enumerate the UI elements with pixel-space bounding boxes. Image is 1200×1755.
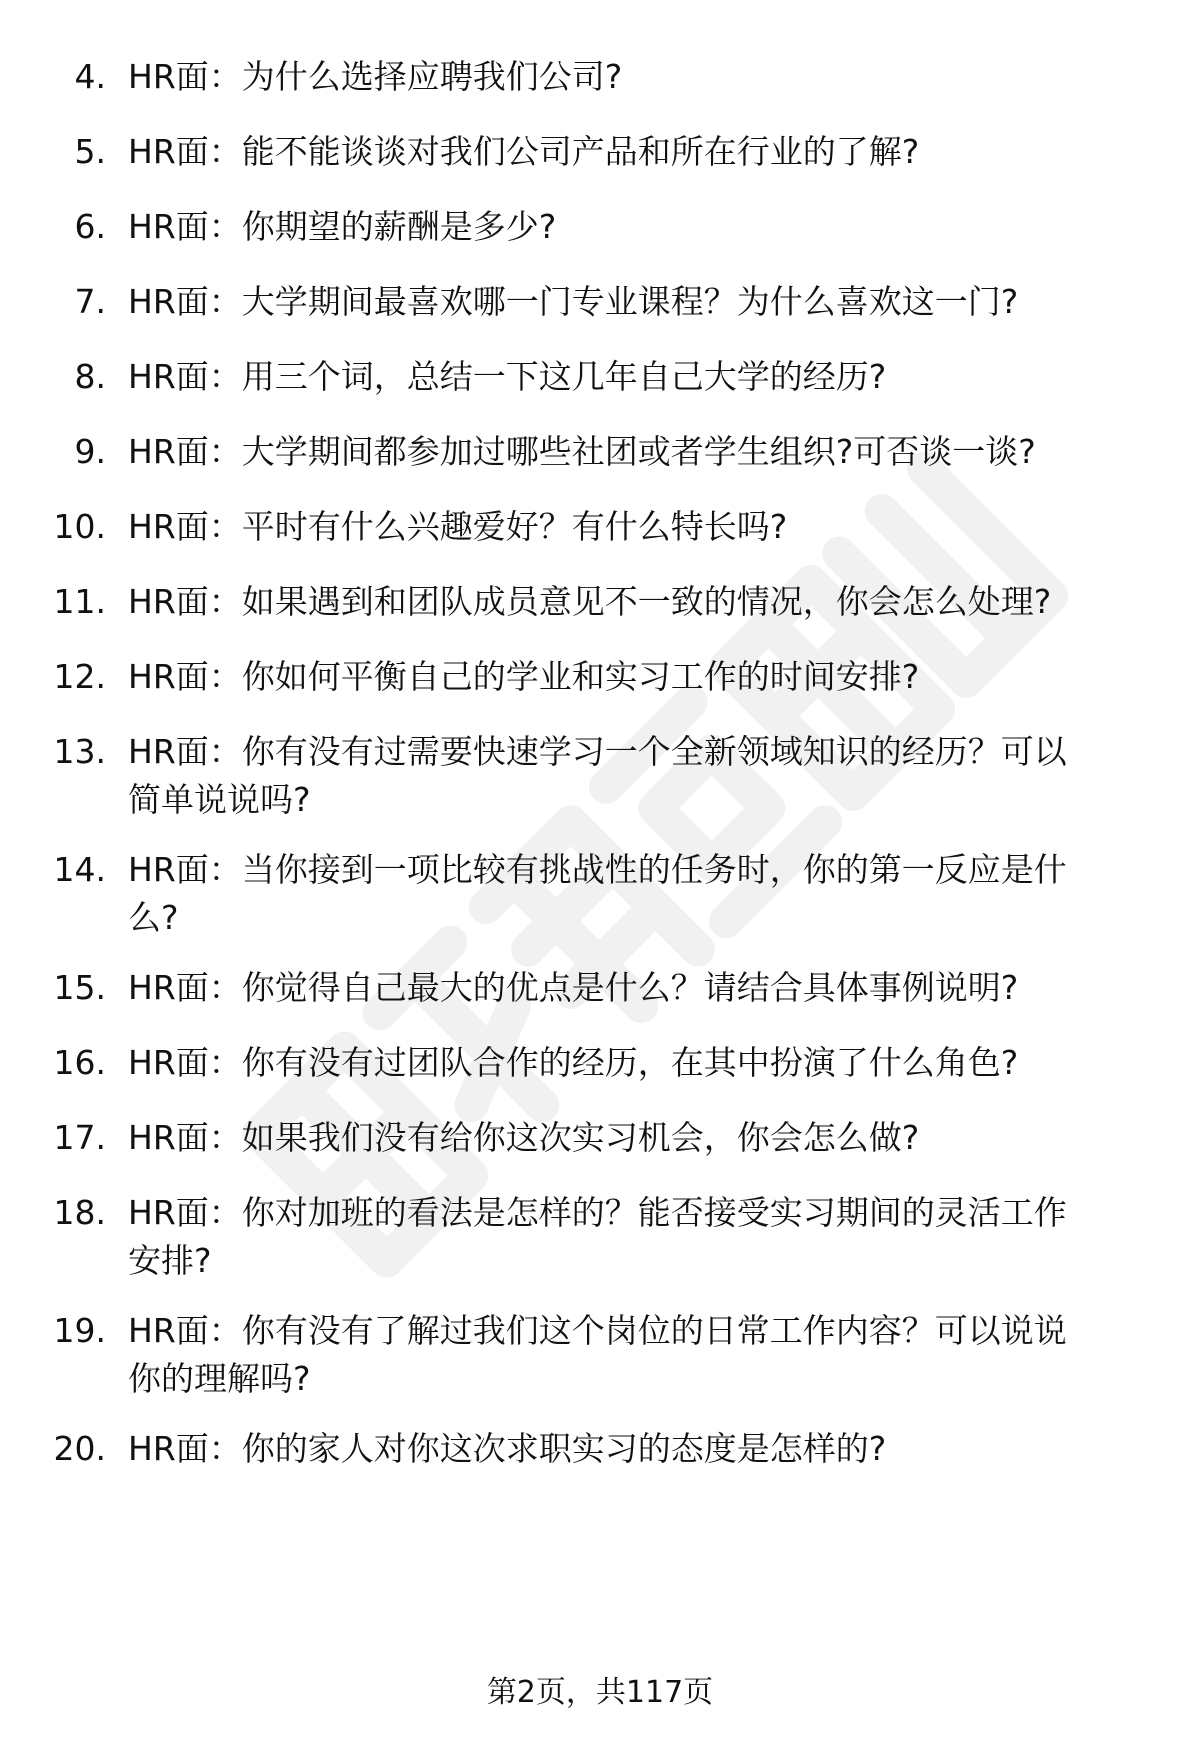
item-text: HR面：你有没有了解过我们这个岗位的日常工作内容？可以说说 bbox=[128, 1311, 1067, 1350]
item-text-continuation: 么? bbox=[128, 898, 179, 937]
item-number: 8. bbox=[74, 357, 106, 396]
item-text: HR面：你期望的薪酬是多少? bbox=[128, 207, 557, 246]
item-text: HR面：如果我们没有给你这次实习机会，你会怎么做? bbox=[128, 1118, 920, 1157]
item-text: HR面：你觉得自己最大的优点是什么？请结合具体事例说明? bbox=[128, 968, 1019, 1007]
page-number: 第2页，共117页 bbox=[486, 1675, 714, 1710]
item-number: 12. bbox=[53, 657, 106, 696]
item-number: 13. bbox=[53, 732, 106, 771]
item-text: HR面：大学期间都参加过哪些社团或者学生组织?可否谈一谈? bbox=[128, 432, 1036, 471]
item-text-continuation: 你的理解吗? bbox=[128, 1359, 311, 1398]
item-number: 5. bbox=[74, 132, 106, 171]
item-number: 18. bbox=[53, 1193, 106, 1232]
item-number: 7. bbox=[74, 282, 106, 321]
item-text: HR面：你对加班的看法是怎样的？能否接受实习期间的灵活工作 bbox=[128, 1193, 1067, 1232]
item-number: 10. bbox=[53, 507, 106, 546]
item-number: 11. bbox=[53, 582, 106, 621]
item-number: 16. bbox=[53, 1043, 106, 1082]
item-number: 14. bbox=[53, 850, 106, 889]
item-text: HR面：你有没有过需要快速学习一个全新领域知识的经历？可以 bbox=[128, 732, 1067, 771]
item-number: 15. bbox=[53, 968, 106, 1007]
item-text: HR面：你有没有过团队合作的经历，在其中扮演了什么角色? bbox=[128, 1043, 1019, 1082]
item-text: HR面：平时有什么兴趣爱好？有什么特长吗? bbox=[128, 507, 788, 546]
item-number: 6. bbox=[74, 207, 106, 246]
item-number: 17. bbox=[53, 1118, 106, 1157]
item-number: 4. bbox=[74, 57, 106, 96]
item-text: HR面：为什么选择应聘我们公司? bbox=[128, 57, 623, 96]
item-number: 9. bbox=[74, 432, 106, 471]
item-text: HR面：你的家人对你这次求职实习的态度是怎样的? bbox=[128, 1429, 887, 1468]
item-text: HR面：用三个词，总结一下这几年自己大学的经历? bbox=[128, 357, 887, 396]
item-text: HR面：当你接到一项比较有挑战性的任务时，你的第一反应是什 bbox=[128, 850, 1067, 889]
item-text-continuation: 安排? bbox=[128, 1241, 212, 1280]
item-number: 20. bbox=[53, 1429, 106, 1468]
item-text: HR面：能不能谈谈对我们公司产品和所在行业的了解? bbox=[128, 132, 920, 171]
item-number: 19. bbox=[53, 1311, 106, 1350]
item-text: HR面：大学期间最喜欢哪一门专业课程？为什么喜欢这一门? bbox=[128, 282, 1019, 321]
item-text-continuation: 简单说说吗? bbox=[128, 780, 311, 819]
item-text: HR面：如果遇到和团队成员意见不一致的情况，你会怎么处理? bbox=[128, 582, 1052, 621]
item-text: HR面：你如何平衡自己的学业和实习工作的时间安排? bbox=[128, 657, 920, 696]
